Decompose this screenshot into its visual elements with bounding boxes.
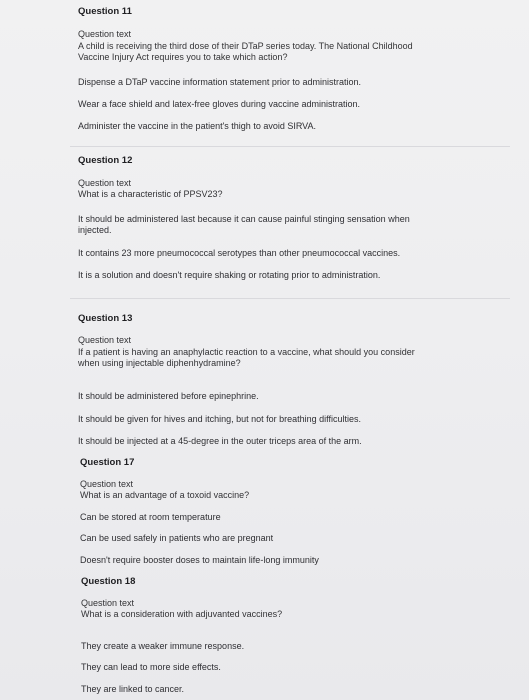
question-heading: Question 18 [81, 576, 136, 587]
answer-option[interactable]: Can be stored at room temperature [80, 512, 221, 522]
answer-option[interactable]: It contains 23 more pneumococcal serotypes than other pneumococcal vaccines. [78, 248, 401, 258]
question-text-label: Question text [78, 29, 132, 39]
answer-option[interactable]: Dispense a DTaP vaccine information statement prior to administration. [78, 77, 361, 87]
question-text-label: Question text [81, 598, 135, 608]
answer-option[interactable]: It should be administered before epinephrine. [78, 391, 259, 401]
question-text-label: Question text [78, 335, 132, 345]
answer-option[interactable]: Wear a face shield and latex-free gloves during vaccine administration. [78, 99, 360, 109]
section-divider [70, 298, 510, 299]
question-text-label: Question text [80, 479, 134, 489]
answer-option[interactable]: Can be used safely in patients who are pregnant [80, 533, 274, 543]
answer-option[interactable]: injected. [78, 225, 112, 235]
question-text-line: What is an advantage of a toxoid vaccine? [80, 490, 250, 500]
question-text-line: What is a characteristic of PPSV23? [78, 189, 223, 199]
question-heading: Question 12 [78, 155, 133, 166]
answer-option[interactable]: Doesn't require booster doses to maintain life-long immunity [80, 555, 319, 565]
answer-option[interactable]: It should be administered last because it can cause painful stinging sensation when [78, 214, 410, 224]
answer-option[interactable]: It should be injected at a 45-degree in the outer triceps area of the arm. [78, 436, 362, 446]
question-text-line: when using injectable diphenhydramine? [78, 358, 241, 368]
question-text-line: Vaccine Injury Act requires you to take which action? [78, 52, 288, 62]
question-text-label: Question text [78, 178, 132, 188]
question-heading: Question 17 [80, 457, 135, 468]
answer-option[interactable]: They can lead to more side effects. [81, 662, 221, 672]
answer-option[interactable]: They are linked to cancer. [81, 684, 185, 694]
question-text-line: What is a consideration with adjuvanted vaccines? [81, 609, 283, 619]
answer-option[interactable]: They create a weaker immune response. [81, 641, 245, 651]
question-text-line: If a patient is having an anaphylactic reaction to a vaccine, what should you consider [78, 347, 415, 357]
question-text-line: A child is receiving the third dose of their DTaP series today. The National Childhood [78, 41, 413, 51]
answer-option[interactable]: It should be given for hives and itching, but not for breathing difficulties. [78, 414, 362, 424]
section-divider [70, 146, 510, 147]
answer-option[interactable]: It is a solution and doesn't require shaking or rotating prior to administration. [78, 270, 381, 280]
question-heading: Question 13 [78, 313, 133, 324]
answer-option[interactable]: Administer the vaccine in the patient's thigh to avoid SIRVA. [78, 121, 317, 131]
question-heading: Question 11 [78, 6, 132, 17]
